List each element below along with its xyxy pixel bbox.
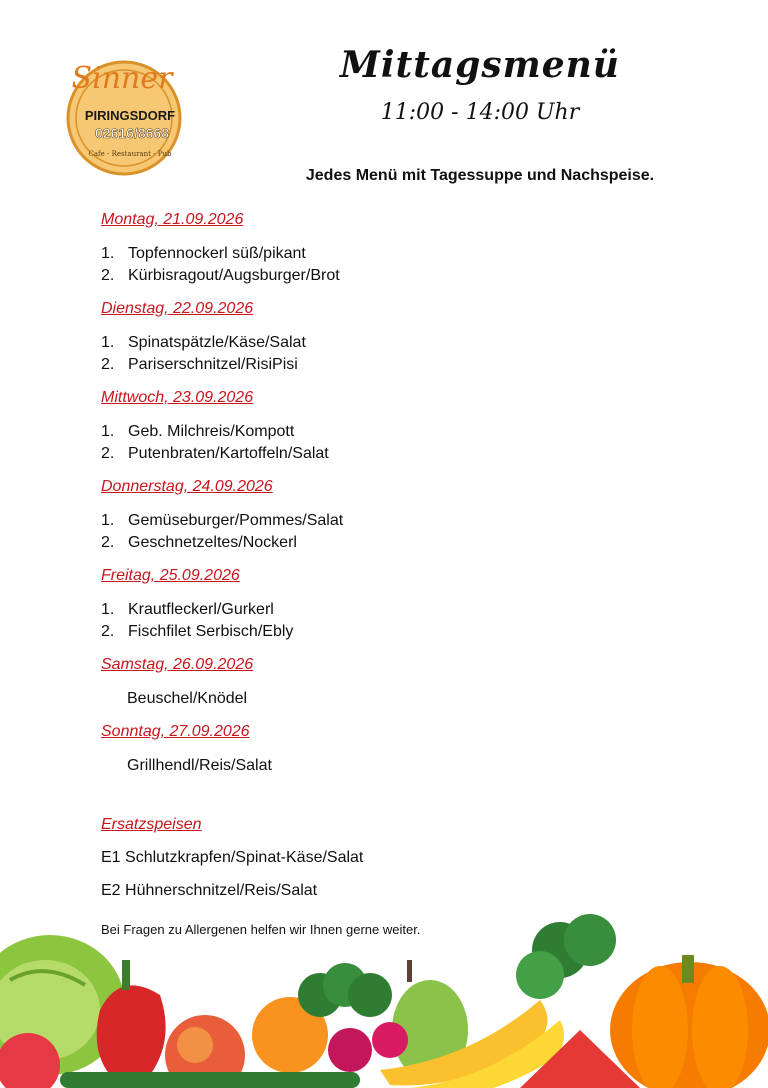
logo-tagline: Cafe - Restaurant - Pub [88, 150, 172, 158]
item-text: Krautfleckerl/Gurkerl [128, 601, 274, 618]
item-text: Spinatspätzle/Käse/Salat [128, 334, 306, 351]
logo-phone: 02616/8668 [95, 125, 169, 141]
menu-intro: Jedes Menü mit Tagessuppe und Nachspeise. [305, 167, 655, 184]
item-text: Kürbisragout/Augsburger/Brot [128, 267, 340, 284]
weekly-menu [101, 209, 701, 777]
menu-item: Beuschel/Knödel [127, 690, 248, 707]
menu-item [101, 532, 701, 554]
item-number: 2. [101, 356, 115, 373]
day-title: Samstag, 26.09.2026 [101, 656, 254, 673]
opening-hours: 11:00 - 14:00 Uhr [380, 100, 580, 125]
menu-item [101, 243, 701, 265]
day-title: Dienstag, 22.09.2026 [101, 300, 254, 317]
restaurant-logo [52, 48, 192, 178]
item-number: 2. [101, 623, 115, 640]
menu-item [101, 510, 701, 532]
menu-item [101, 421, 701, 443]
pumpkin-icon [610, 955, 768, 1088]
item-number: 1. [101, 423, 115, 440]
item-number: 2. [101, 445, 115, 462]
menu-item: Grillhendl/Reis/Salat [127, 757, 272, 774]
substitute-item: E1 Schlutzkrapfen/Spinat-Käse/Salat [101, 849, 364, 866]
day-tuesday [101, 298, 701, 387]
day-title: Donnerstag, 24.09.2026 [101, 478, 273, 495]
item-text: Fischfilet Serbisch/Ebly [128, 623, 294, 640]
day-thursday [101, 476, 701, 565]
substitute-item: E2 Hühnerschnitzel/Reis/Salat [101, 882, 318, 899]
menu-item [101, 332, 701, 354]
item-number: 2. [101, 534, 115, 551]
day-title: Freitag, 25.09.2026 [101, 567, 240, 584]
day-sunday [101, 721, 701, 777]
menu-item [101, 621, 701, 643]
page-title: Mittagsmenü [340, 44, 620, 86]
item-number: 2. [101, 267, 115, 284]
day-title: Sonntag, 27.09.2026 [101, 723, 250, 740]
day-saturday [101, 654, 701, 721]
day-title: Mittwoch, 23.09.2026 [101, 389, 254, 406]
substitutes-title: Ersatzspeisen [101, 816, 202, 833]
menu-item [101, 354, 701, 376]
day-monday [101, 209, 701, 298]
item-text: Gemüseburger/Pommes/Salat [128, 512, 344, 529]
allergen-note: Bei Fragen zu Allergenen helfen wir Ihnen gerne weiter. [101, 922, 421, 937]
radish-icon [328, 1022, 408, 1072]
day-wednesday [101, 387, 701, 476]
item-text: Geschnetzeltes/Nockerl [128, 534, 297, 551]
item-number: 1. [101, 601, 115, 618]
item-text: Pariserschnitzel/RisiPisi [128, 356, 298, 373]
cucumber-icon [60, 1072, 360, 1088]
item-number: 1. [101, 245, 115, 262]
menu-item [101, 443, 701, 465]
item-number: 1. [101, 512, 115, 529]
item-text: Putenbraten/Kartoffeln/Salat [128, 445, 329, 462]
day-title: Montag, 21.09.2026 [101, 211, 244, 228]
item-number: 1. [101, 334, 115, 351]
menu-item [101, 265, 701, 287]
logo-name: Sinner [71, 61, 173, 96]
menu-item [101, 599, 701, 621]
day-friday [101, 565, 701, 654]
item-text: Topfennockerl süß/pikant [128, 245, 306, 262]
item-text: Geb. Milchreis/Kompott [128, 423, 295, 440]
logo-place: PIRINGSDORF [84, 108, 176, 123]
vegetables-illustration [0, 900, 768, 1088]
